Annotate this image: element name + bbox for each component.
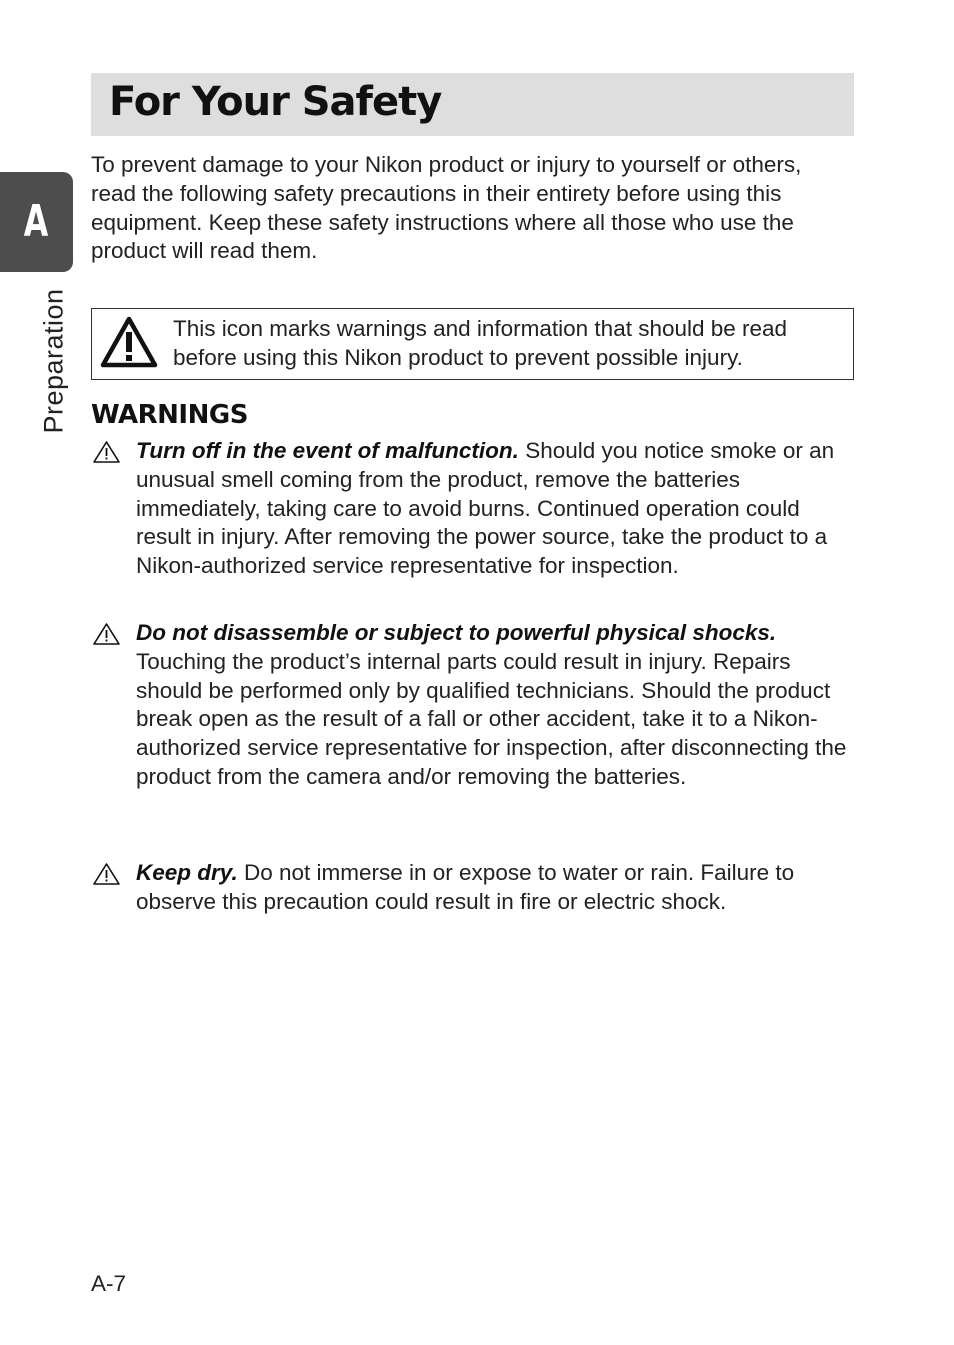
warning-title: Keep dry. [136,860,238,885]
warning-title: Turn off in the event of malfunction. [136,438,519,463]
warning-triangle-icon [92,862,121,886]
warning-item-disassemble [91,619,856,792]
warning-triangle-icon [92,440,121,464]
warning-body: Touching the product’s internal parts could result in injury. Repairs should be performed only by qualified technicians. Should the product break open as the result of a fall or other accident, take it to a Nikon-authorized service representative for inspection, after disconnecting the product from the camera and/or removing the batteries. [136,648,847,789]
notice-box [91,308,854,380]
warning-text [136,437,856,581]
warning-item-malfunction [91,437,856,581]
warning-body: Should you notice smoke or an unusual smell coming from the product, remove the batteries immediately, taking care to avoid burns. Continued operation could result in injury. After removing the power source, take the product to a Nikon-authorized service representative for inspection. [136,438,835,579]
section-tab [0,172,73,272]
intro-paragraph: To prevent damage to your Nikon product or injury to yourself or others, read the following safety precautions in their entirety before using this equipment. Keep these safety instructions where all those who use the product will read them. [91,152,802,264]
section-label: Preparation [38,288,69,434]
warning-triangle-icon [92,622,121,646]
warning-body: Do not immerse in or expose to water or rain. Failure to observe this precaution could result in fire or electric shock. [136,860,795,914]
warnings-heading: WARNINGS [91,400,248,430]
page-title: For Your Safety [109,79,442,125]
warning-text [136,859,856,917]
page-number: A-7 [91,1271,127,1296]
section-tab-letter: A [24,196,49,247]
warning-title: Do not disassemble or subject to powerful physical shocks. [136,620,777,645]
warning-text [136,619,856,792]
warning-item-keep-dry [91,859,856,917]
title-bar [91,73,854,136]
notice-text: This icon marks warnings and information that should be read before using this Nikon product to prevent possible injury. [173,316,788,370]
warning-triangle-icon [99,315,159,369]
